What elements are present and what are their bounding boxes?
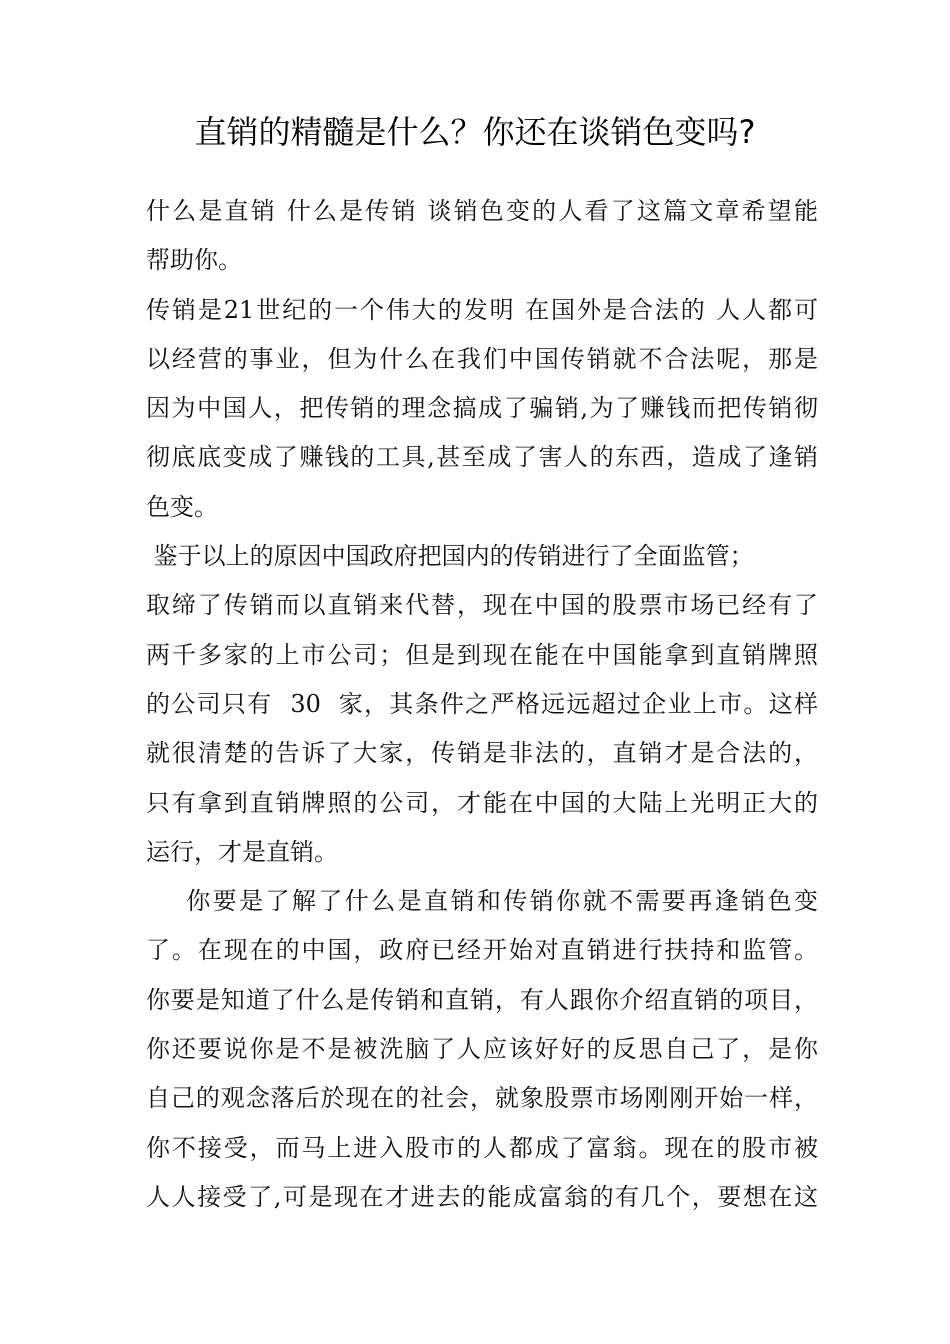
body-line: 只有拿到直销牌照的公司，才能在中国的大陆上光明正大的 xyxy=(146,788,818,817)
body-line: 因为中国人，把传销的理念搞成了骗销,为了赚钱而把传销彻 xyxy=(146,394,818,423)
document-body xyxy=(146,187,818,1222)
body-line: 你要是知道了什么是传销和直销，有人跟你介绍直销的项目， xyxy=(146,985,818,1014)
body-line: 色变。 xyxy=(146,492,218,521)
body-line: 鉴于以上的原因中国政府把国内的传销进行了全面监管； xyxy=(146,542,754,571)
body-line: 了。在现在的中国，政府已经开始对直销进行扶持和监管。 xyxy=(146,936,818,965)
body-line: 帮助你。 xyxy=(146,246,242,275)
body-line: 你要是了解了什么是直销和传销你就不需要再逢销色变 xyxy=(146,887,818,916)
document-title: 直销的精髓是什么？你还在谈销色变吗? xyxy=(194,113,756,151)
body-line: 的公司只有 30 家，其条件之严格远远超过企业上市。这样 xyxy=(146,689,818,718)
body-line: 彻底底变成了赚钱的工具,甚至成了害人的东西，造成了逢销 xyxy=(146,443,818,472)
body-line: 什么是直销 什么是传销 谈销色变的人看了这篇文章希望能 xyxy=(146,197,818,225)
body-line: 运行，才是直销。 xyxy=(146,837,338,866)
body-line: 以经营的事业，但为什么在我们中国传销就不合法呢，那是 xyxy=(146,344,818,373)
body-line: 你不接受，而马上进入股市的人都成了富翁。现在的股市被 xyxy=(146,1133,818,1162)
body-line: 传销是21世纪的一个伟大的发明 在国外是合法的 人人都可 xyxy=(146,295,818,324)
body-line: 人人接受了,可是现在才进去的能成富翁的有几个，要想在这 xyxy=(146,1182,818,1211)
body-line: 两千多家的上市公司；但是到现在能在中国能拿到直销牌照 xyxy=(146,640,818,669)
body-line: 取缔了传销而以直销来代替，现在中国的股票市场已经有了 xyxy=(146,591,818,620)
body-line: 你还要说你是不是被洗脑了人应该好好的反思自己了，是你 xyxy=(146,1035,818,1064)
body-line: 自己的观念落后於现在的社会，就象股票市场刚刚开始一样， xyxy=(146,1084,818,1113)
body-line: 就很清楚的告诉了大家，传销是非法的，直销才是合法的， xyxy=(146,739,818,768)
